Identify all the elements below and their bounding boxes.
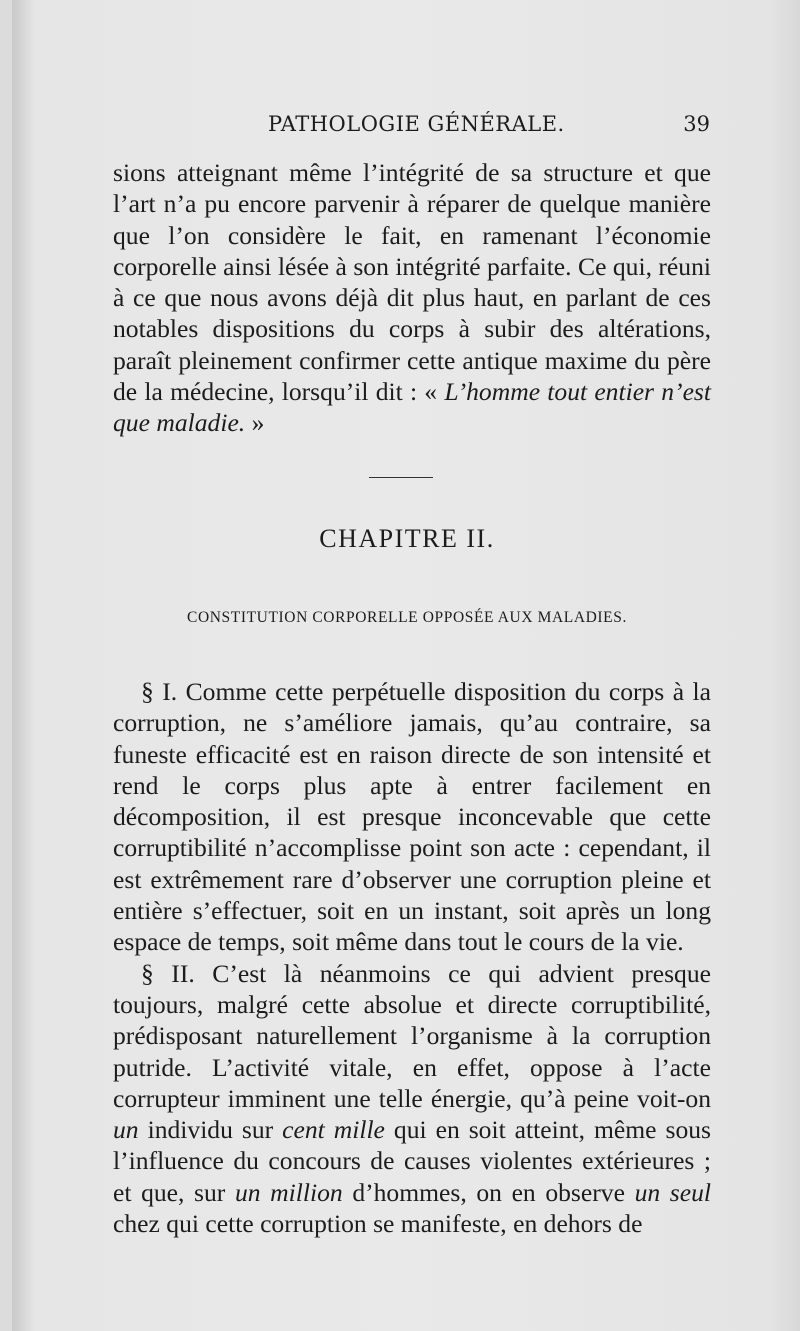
section-2-text-5: chez qui cette corruption se manifeste, en dehors de — [113, 1209, 643, 1239]
section-2-emphasis-1: un — [113, 1115, 139, 1145]
quote-close: » — [251, 408, 265, 438]
page-number: 39 — [683, 112, 710, 136]
intro-text: sions atteignant même l’intégrité de sa structure et que l’art n’a pu encore parvenir à réparer de quelque manière que l’on considère le fait, en ramenant l’économie corporelle ainsi lésée à son intégrité parfaite. Ce qui, réuni à ce que nous avons déjà dit plus haut, en parlant de ces notables dispositions du corps à subir des altérations, paraît pleinement confirmer cette antique maxime du père de la médecine, lorsqu’il dit : « — [113, 158, 711, 407]
section-2-text-3: qui en soit atteint, même sous l’influence du concours de causes violentes extérieures ; et que, sur — [113, 1115, 712, 1207]
section-2-text-2: individu sur — [147, 1115, 274, 1145]
chapter-subtitle: CONSTITUTION CORPORELLE OPPOSÉE AUX MALADIES. — [187, 609, 627, 626]
section-1-paragraph: § I. Comme cette perpétuelle disposition du corps à la corruption, ne s’améliore jamais, qu’au contraire, sa funeste efficacité est en raison directe de son intensité et rend le corps plus apte à entrer facilement en décomposition, il est presque inconcevable que cette corruptibilité n’accomplisse point son acte : cependant, il est extrêmement rare d’observer une corruption pleine et entière s’effectuer, soit en un instant, soit après un long espace de temps, soit même dans tout le cours de la vie. — [113, 677, 711, 957]
section-2-emphasis-4: un seul — [634, 1177, 711, 1207]
section-2-emphasis-3: un million — [234, 1177, 343, 1207]
intro-paragraph — [113, 157, 711, 439]
book-page — [12, 0, 800, 1331]
section-divider — [369, 477, 433, 478]
section-2-emphasis-2: cent mille — [282, 1115, 385, 1145]
section-2-text-4: d’hommes, on en observe — [352, 1177, 625, 1207]
chapter-title: CHAPITRE II. — [319, 524, 495, 553]
body-text — [113, 676, 711, 1239]
hippocratic-quote: L’homme tout entier n’est que maladie. — [113, 377, 711, 438]
section-2-paragraph — [113, 958, 711, 1240]
running-header — [112, 112, 710, 142]
section-2-text-1: § II. C’est là néanmoins ce qui advient presque toujours, malgré cette absolue et directe corruptibilité, prédisposant naturellement l’organisme à la corruption putride. L’activité vitale, en effet, oppose à l’acte corrupteur imminent une telle énergie, qu’à peine voit-on — [113, 958, 711, 1113]
running-title: PATHOLOGIE GÉNÉRALE. — [268, 112, 565, 136]
